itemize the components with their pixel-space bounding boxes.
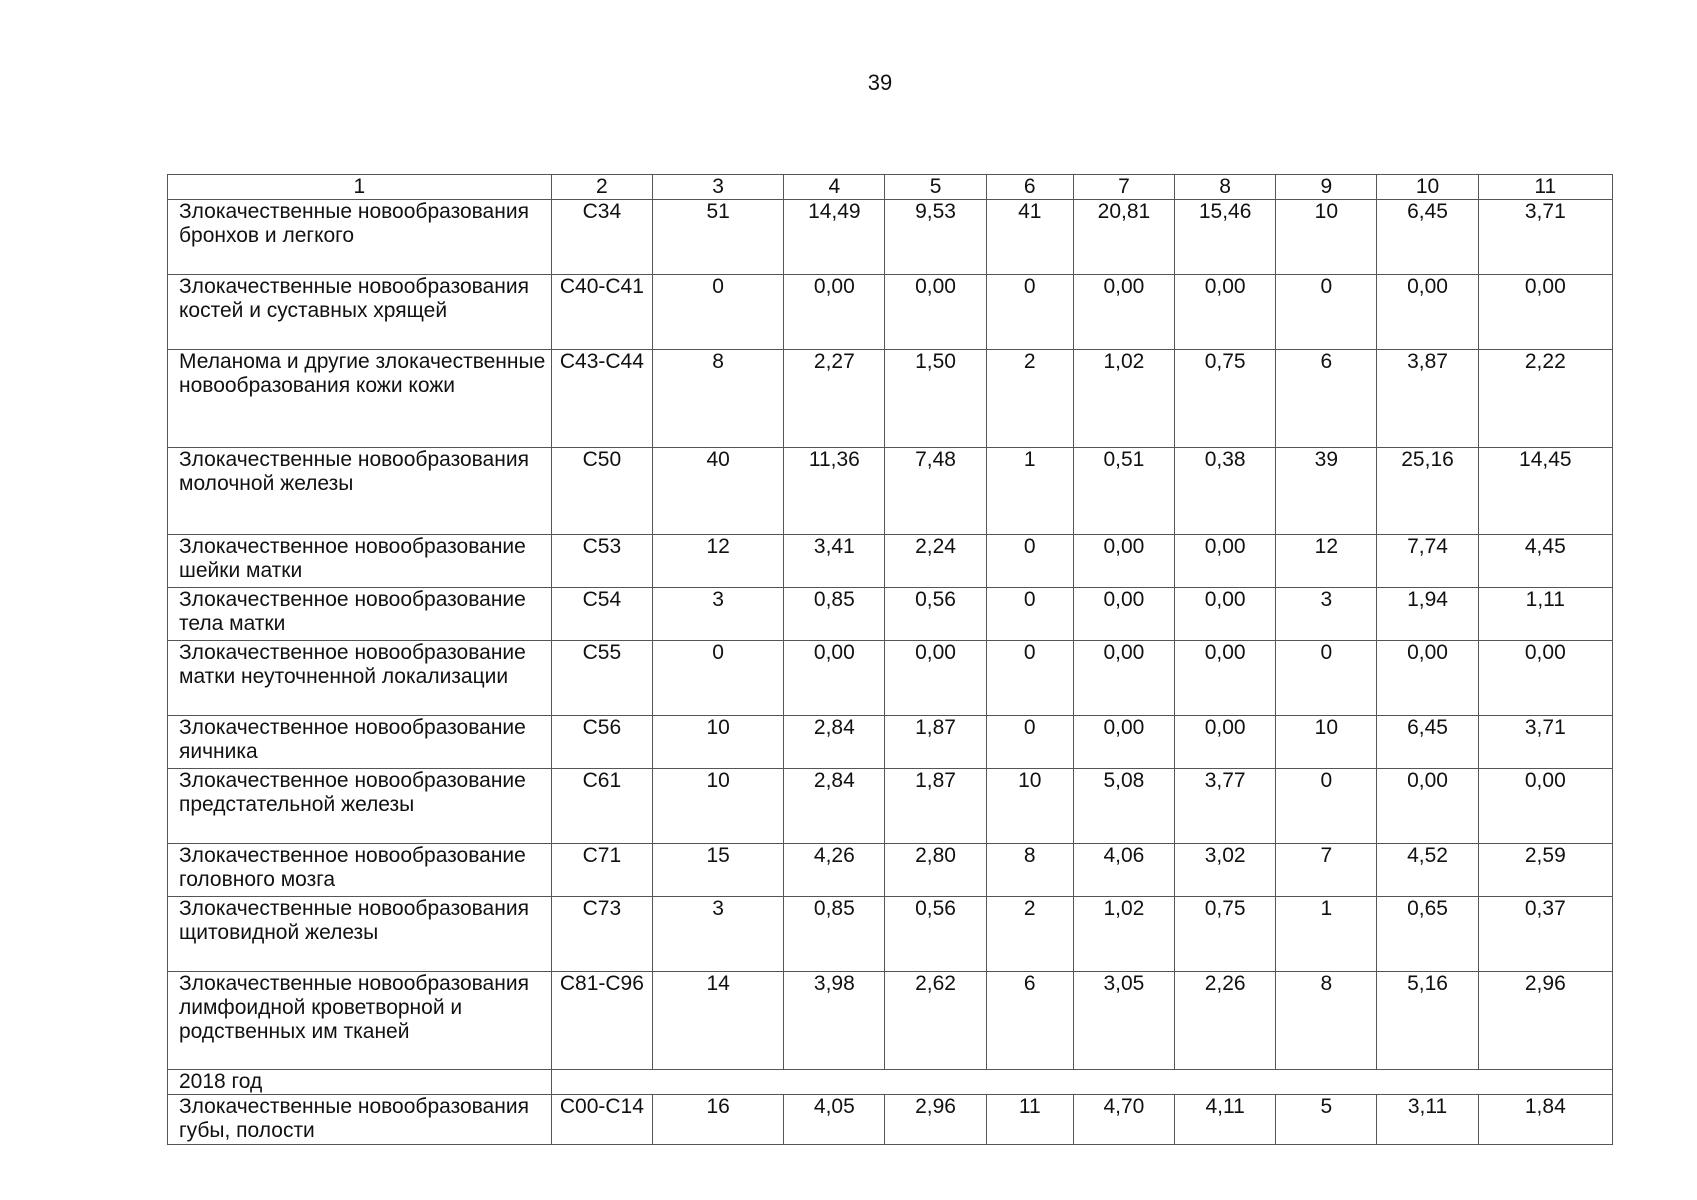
header-cell: 1 (168, 175, 552, 200)
value-cell: 16 (652, 1095, 783, 1145)
value-cell: 0,00 (1478, 769, 1612, 844)
row-name-cell: Злокачественные новообразования бронхов и легкого (168, 200, 552, 275)
value-cell: 3 (652, 588, 783, 641)
row-code-cell: C61 (551, 769, 652, 844)
value-cell: 0,00 (1073, 641, 1174, 716)
value-cell: 1,87 (885, 769, 986, 844)
value-cell: 2 (986, 897, 1073, 972)
value-cell: 0 (1276, 641, 1377, 716)
row-name-cell: Злокачественные новообразования костей и суставных хрящей (168, 275, 552, 350)
value-cell: 4,05 (784, 1095, 885, 1145)
value-cell: 1 (986, 448, 1073, 535)
value-cell: 10 (986, 769, 1073, 844)
value-cell: 2,96 (1478, 972, 1612, 1070)
header-cell: 8 (1175, 175, 1276, 200)
table-row (168, 350, 1613, 448)
value-cell: 2,62 (885, 972, 986, 1070)
value-cell: 10 (652, 769, 783, 844)
value-cell: 3,71 (1478, 200, 1612, 275)
header-cell: 11 (1478, 175, 1612, 200)
value-cell: 4,70 (1073, 1095, 1174, 1145)
section-empty-cell (551, 1070, 1612, 1095)
row-code-cell: C56 (551, 716, 652, 769)
row-name-cell: Злокачественное новообразование яичника (168, 716, 552, 769)
value-cell: 12 (1276, 535, 1377, 588)
value-cell: 1 (1276, 897, 1377, 972)
value-cell: 0,56 (885, 588, 986, 641)
row-code-cell: C50 (551, 448, 652, 535)
value-cell: 7 (1276, 844, 1377, 897)
value-cell: 1,84 (1478, 1095, 1612, 1145)
table-row (168, 1095, 1613, 1145)
table-row (168, 716, 1613, 769)
value-cell: 2,24 (885, 535, 986, 588)
value-cell: 3,77 (1175, 769, 1276, 844)
value-cell: 0,00 (1377, 275, 1478, 350)
header-cell: 4 (784, 175, 885, 200)
value-cell: 0,00 (784, 275, 885, 350)
value-cell: 0,00 (1175, 535, 1276, 588)
value-cell: 2,84 (784, 769, 885, 844)
page-number: 39 (867, 70, 893, 95)
table-row (168, 897, 1613, 972)
row-name-cell: Злокачественное новообразование предстательной железы (168, 769, 552, 844)
value-cell: 2,84 (784, 716, 885, 769)
value-cell: 12 (652, 535, 783, 588)
row-name-cell: Меланома и другие злокачественные новообразования кожи кожи (168, 350, 552, 448)
value-cell: 0 (986, 588, 1073, 641)
value-cell: 7,48 (885, 448, 986, 535)
value-cell: 5,08 (1073, 769, 1174, 844)
table-row (168, 275, 1613, 350)
value-cell: 20,81 (1073, 200, 1174, 275)
value-cell: 4,26 (784, 844, 885, 897)
header-cell: 5 (885, 175, 986, 200)
value-cell: 5 (1276, 1095, 1377, 1145)
header-cell: 7 (1073, 175, 1174, 200)
value-cell: 3,71 (1478, 716, 1612, 769)
value-cell: 11,36 (784, 448, 885, 535)
value-cell: 0,00 (1377, 641, 1478, 716)
value-cell: 0,51 (1073, 448, 1174, 535)
value-cell: 0 (986, 275, 1073, 350)
value-cell: 2,26 (1175, 972, 1276, 1070)
value-cell: 0 (1276, 275, 1377, 350)
value-cell: 2,96 (885, 1095, 986, 1145)
value-cell: 2 (986, 350, 1073, 448)
header-row (168, 175, 1613, 200)
value-cell: 0,00 (1175, 641, 1276, 716)
value-cell: 7,74 (1377, 535, 1478, 588)
row-code-cell: C00-C14 (551, 1095, 652, 1145)
row-name-cell: Злокачественное новообразование головного мозга (168, 844, 552, 897)
table-row (168, 448, 1613, 535)
row-name-cell: Злокачественное новообразование тела матки (168, 588, 552, 641)
header-cell: 2 (551, 175, 652, 200)
row-code-cell: C34 (551, 200, 652, 275)
value-cell: 10 (1276, 716, 1377, 769)
value-cell: 0 (986, 641, 1073, 716)
value-cell: 11 (986, 1095, 1073, 1145)
value-cell: 3,98 (784, 972, 885, 1070)
value-cell: 0,00 (885, 275, 986, 350)
value-cell: 0,00 (1478, 275, 1612, 350)
value-cell: 0 (652, 275, 783, 350)
row-name-cell: Злокачественные новообразования губы, полости (168, 1095, 552, 1145)
value-cell: 15 (652, 844, 783, 897)
value-cell: 0,00 (1073, 275, 1174, 350)
table-row (168, 972, 1613, 1070)
value-cell: 0,65 (1377, 897, 1478, 972)
value-cell: 8 (652, 350, 783, 448)
value-cell: 3,02 (1175, 844, 1276, 897)
value-cell: 0,00 (1175, 588, 1276, 641)
value-cell: 1,94 (1377, 588, 1478, 641)
value-cell: 8 (986, 844, 1073, 897)
value-cell: 0,00 (1478, 641, 1612, 716)
section-label: 2018 год (168, 1070, 552, 1095)
value-cell: 3 (1276, 588, 1377, 641)
row-code-cell: C53 (551, 535, 652, 588)
table-row (168, 844, 1613, 897)
value-cell: 3,05 (1073, 972, 1174, 1070)
value-cell: 2,80 (885, 844, 986, 897)
table-row (168, 200, 1613, 275)
row-code-cell: C43-C44 (551, 350, 652, 448)
value-cell: 0,38 (1175, 448, 1276, 535)
value-cell: 0,85 (784, 588, 885, 641)
value-cell: 8 (1276, 972, 1377, 1070)
row-name-cell: Злокачественное новообразование матки неуточненной локализации (168, 641, 552, 716)
row-code-cell: C40-C41 (551, 275, 652, 350)
value-cell: 51 (652, 200, 783, 275)
header-cell: 10 (1377, 175, 1478, 200)
value-cell: 3,41 (784, 535, 885, 588)
row-name-cell: Злокачественные новообразования лимфоидной кроветворной и родственных им тканей (168, 972, 552, 1070)
row-code-cell: C55 (551, 641, 652, 716)
value-cell: 1,87 (885, 716, 986, 769)
value-cell: 3,11 (1377, 1095, 1478, 1145)
value-cell: 4,11 (1175, 1095, 1276, 1145)
value-cell: 1,02 (1073, 350, 1174, 448)
value-cell: 6,45 (1377, 716, 1478, 769)
value-cell: 41 (986, 200, 1073, 275)
value-cell: 14,45 (1478, 448, 1612, 535)
value-cell: 0,75 (1175, 897, 1276, 972)
value-cell: 14,49 (784, 200, 885, 275)
value-cell: 1,11 (1478, 588, 1612, 641)
table-row (168, 588, 1613, 641)
value-cell: 2,27 (784, 350, 885, 448)
value-cell: 0,75 (1175, 350, 1276, 448)
row-name-cell: Злокачественные новообразования щитовидной железы (168, 897, 552, 972)
table-row (168, 535, 1613, 588)
header-cell: 9 (1276, 175, 1377, 200)
value-cell: 4,06 (1073, 844, 1174, 897)
value-cell: 6 (1276, 350, 1377, 448)
value-cell: 10 (1276, 200, 1377, 275)
value-cell: 0,85 (784, 897, 885, 972)
row-code-cell: C73 (551, 897, 652, 972)
table-row (168, 769, 1613, 844)
value-cell: 4,45 (1478, 535, 1612, 588)
row-code-cell: C54 (551, 588, 652, 641)
value-cell: 0 (652, 641, 783, 716)
value-cell: 0,56 (885, 897, 986, 972)
value-cell: 0,00 (1073, 535, 1174, 588)
row-name-cell: Злокачественное новообразование шейки матки (168, 535, 552, 588)
value-cell: 3,87 (1377, 350, 1478, 448)
value-cell: 2,22 (1478, 350, 1612, 448)
value-cell: 15,46 (1175, 200, 1276, 275)
row-code-cell: C71 (551, 844, 652, 897)
header-cell: 6 (986, 175, 1073, 200)
value-cell: 0,00 (1073, 716, 1174, 769)
value-cell: 6,45 (1377, 200, 1478, 275)
value-cell: 0,00 (885, 641, 986, 716)
value-cell: 0,00 (1073, 588, 1174, 641)
value-cell: 0,37 (1478, 897, 1612, 972)
value-cell: 4,52 (1377, 844, 1478, 897)
value-cell: 0,00 (1377, 769, 1478, 844)
value-cell: 1,02 (1073, 897, 1174, 972)
value-cell: 9,53 (885, 200, 986, 275)
value-cell: 2,59 (1478, 844, 1612, 897)
row-name-cell: Злокачественные новообразования молочной железы (168, 448, 552, 535)
value-cell: 10 (652, 716, 783, 769)
value-cell: 25,16 (1377, 448, 1478, 535)
value-cell: 0,00 (1175, 275, 1276, 350)
header-cell: 3 (652, 175, 783, 200)
value-cell: 0 (986, 716, 1073, 769)
value-cell: 5,16 (1377, 972, 1478, 1070)
value-cell: 0 (1276, 769, 1377, 844)
value-cell: 39 (1276, 448, 1377, 535)
data-table (167, 174, 1613, 1145)
value-cell: 3 (652, 897, 783, 972)
section-row (168, 1070, 1613, 1095)
value-cell: 0 (986, 535, 1073, 588)
value-cell: 0,00 (1175, 716, 1276, 769)
row-code-cell: C81-C96 (551, 972, 652, 1070)
value-cell: 1,50 (885, 350, 986, 448)
table-row (168, 641, 1613, 716)
value-cell: 14 (652, 972, 783, 1070)
value-cell: 0,00 (784, 641, 885, 716)
value-cell: 40 (652, 448, 783, 535)
value-cell: 6 (986, 972, 1073, 1070)
